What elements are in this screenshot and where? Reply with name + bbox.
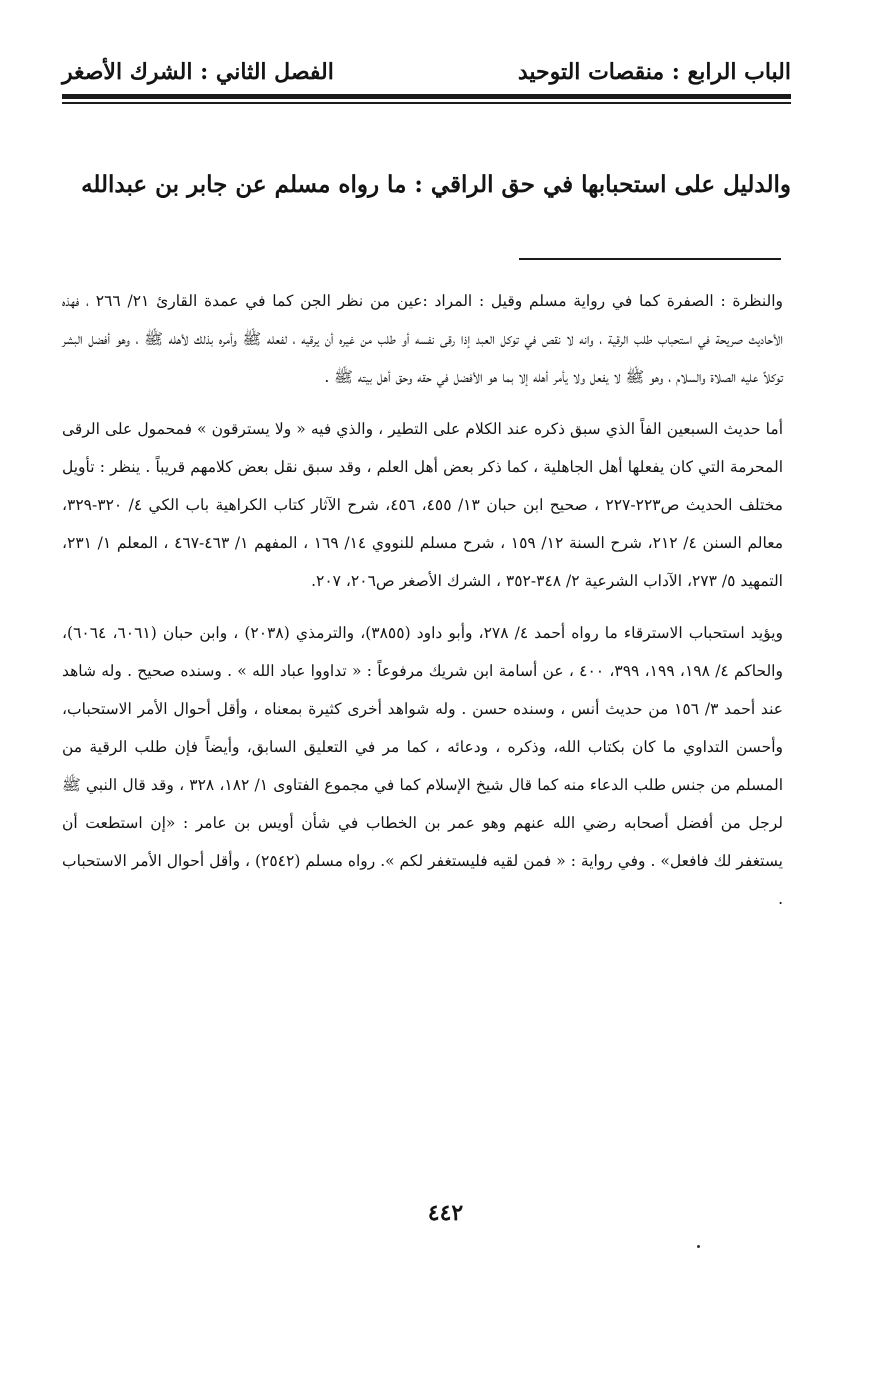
page-number: ٤٤٢ — [427, 1200, 464, 1226]
ink-dot — [697, 1245, 700, 1248]
header-rule-thick — [62, 94, 791, 99]
chapter-title: الباب الرابع : منقصات التوحيد — [517, 59, 791, 85]
footnote-paragraph: والنظرة : الصفرة كما في رواية مسلم وقيل : المراد :عين من نظر الجن كما في عمدة القارئ ٢١/ ٢٦٦ ، فهذه الأحاديث صريحة في استحباب طلب الرقية ، وانه لا نقص في توكل العبد إذا رقى نفسه أو طلب من غيره أن يرقيه ، لفعله ﷺ وأمره بذلك لأهله ﷺ ، وهو أفضل البشر توكلاً عليه الصلاة والسلام ، وهو ﷺ لا يفعل ولا يأمر أهله إلا بما هو الأفضل في حقه وحق أهل بيته ﷺ . — [62, 292, 784, 386]
header-rule-thin — [62, 102, 791, 104]
running-header — [62, 52, 791, 92]
footnotes — [62, 282, 783, 932]
footnote-paragraph: أما حديث السبعين الفاً الذي سبق ذكره عند الكلام على التطير ، والذي فيه « ولا يسترقون » فمحمول على الرقى المحرمة التي كان يفعلها أهل الجاهلية ، كما ذكر بعض أهل العلم ، وقد سبق نقل بعض كلامهم قريباً . ينظر : تأويل مختلف الحديث ص٢٢٣-٢٢٧ ، صحيح ابن حبان ١٣/ ٤٥٥، ٤٥٦، شرح الآثار كتاب الكراهية باب الكي ٤/ ٣٢٠-٣٢٩، معالم السنن ٤/ ٢١٢، شرح السنة ١٢/ ١٥٩ ، شرح مسلم للنووي ١٤/ ١٦٩ ، المفهم ١/ ٤٦٣-٤٦٧ ، المعلم ١/ ٢٣١، التمهيد ٥/ ٢٧٣، الآداب الشرعية ٢/ ٣٤٨-٣٥٢ ، الشرك الأصغر ص٢٠٦، ٢٠٧. — [62, 420, 783, 590]
footnote-paragraph: ويؤيد استحباب الاسترقاء ما رواه أحمد ٤/ ٢٧٨، وأبو داود (٣٨٥٥)، والترمذي (٢٠٣٨) ، وابن حبان (٦٠٦١، ٦٠٦٤)، والحاكم ٤/ ١٩٨، ١٩٩، ٣٩٩، ٤٠٠ ، عن أسامة ابن شريك مرفوعاً : « تداووا عباد الله » . وسنده صحيح . وله شاهد عند أحمد ٣/ ١٥٦ من حديث أنس ، وسنده حسن . وله شواهد أخرى كثيرة بمعناه ، وأقل أحوال الأمر الاستحباب، وأحسن التداوي ما كان بكتاب الله، وذكره ، ودعائه ، كما مر في التعليق السابق، وأيضاً فإن طلب الرقية من المسلم من جنس طلب الدعاء منه كما قال شيخ الإسلام كما في مجموع الفتاوى ١/ ١٨٢، ٣٢٨ ، وقد قال النبي ﷺ لرجل من أفضل أصحابه رضي الله عنهم وهو عمر بن الخطاب في شأن أويس بن عامر : «إن استطعت أن يستغفر لك فافعل» . وفي رواية : « فمن لقيه فليستغفر لكم ». رواه مسلم (٢٥٤٢) ، وأقل أحوال الأمر الاستحباب . — [62, 624, 784, 908]
footnote-separator — [519, 258, 781, 260]
section-title: الفصل الثاني : الشرك الأصغر — [62, 59, 334, 85]
main-text: والدليل على استحبابها في حق الراقي : ما رواه مسلم عن جابر بن عبدالله — [81, 171, 791, 198]
